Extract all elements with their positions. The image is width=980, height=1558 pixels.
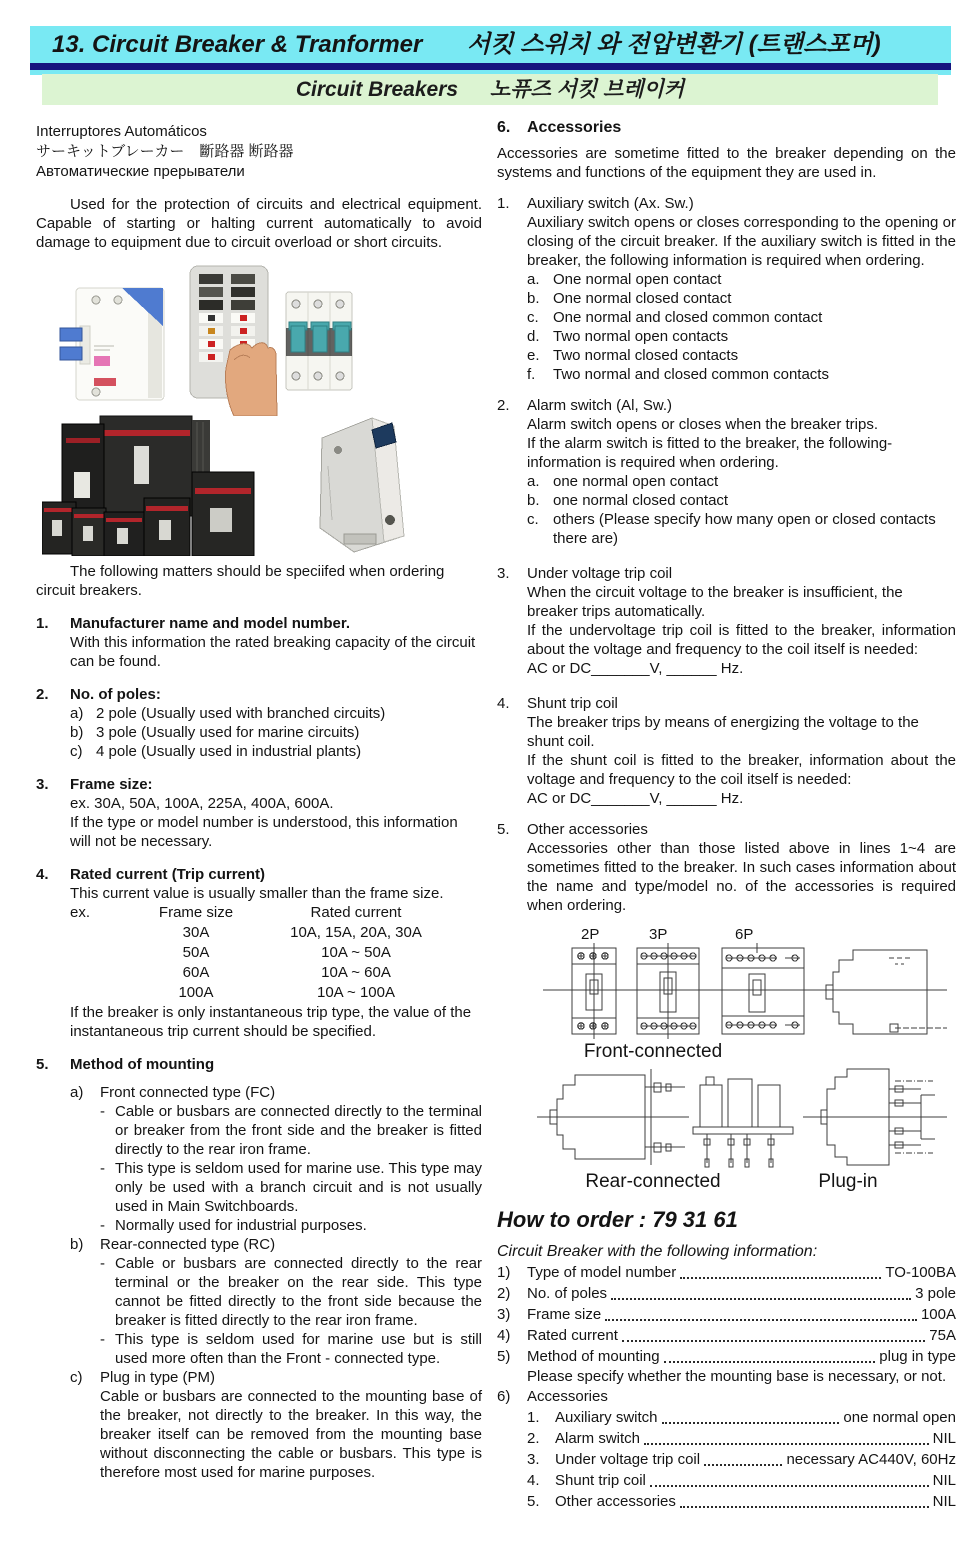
frame-rated-table: [136, 903, 456, 1003]
aux-contact-option: c. One normal and closed common contact: [527, 309, 823, 326]
table-row: 60A 10A ~ 60A: [182, 964, 391, 981]
order-accessory-item: 3. Under voltage trip coil necessary AC440V, 60Hz: [527, 1451, 956, 1468]
plug-in-side-view: [803, 1069, 947, 1165]
section-number: 1.: [36, 615, 49, 632]
mounting-type-rear: b) Rear-connected type (RC): [70, 1236, 276, 1253]
section-banner: [42, 74, 938, 105]
table-row: 100A 10A ~ 100A: [178, 984, 395, 1001]
accessory-body: If the undervoltage trip coil is fitted to the breaker, information about the voltage and frequency to the coil itself is needed:: [527, 622, 956, 658]
mounting-plug-body: Cable or busbars are connected to the mounting base of the breaker, not directly to the breaker. In this way, the breaker itself can be removed from the mounting base without disconnecting the cable or busbars. This type is therefore most used for marine purposes.: [100, 1388, 482, 1481]
table-row: 50A 10A ~ 50A: [182, 944, 391, 961]
left-column: [36, 122, 482, 1482]
accessory-alarm-switch: 2. Alarm switch (Al, Sw.) Alarm switch opens or closes when the breaker trips. If the alarm switch is fitted to the breaker, the following-information is required when ordering. a. one normal open contact b. one normal closed contact c. others (Please specify how many open or closed contacts there are): [497, 396, 956, 548]
ordering-note: The following matters should be speciifed when ordering circuit breakers.: [36, 563, 445, 599]
section-number: 4.: [36, 866, 49, 883]
order-accessory-item: 1. Auxiliary switch one normal open: [527, 1409, 956, 1426]
accessory-body: Alarm switch opens or closes when the breaker trips.: [527, 416, 878, 433]
order-accessory-item: 4. Shunt trip coil NIL: [527, 1472, 956, 1489]
order-item: 1) Type of model number TO-100BA: [497, 1264, 956, 1281]
mounting-detail: - Normally used for industrial purposes.: [100, 1217, 367, 1234]
mounting-diagrams: [497, 925, 956, 1193]
banner-title-korean: 노퓨즈 서킷 브레이커: [489, 78, 685, 101]
section-title: Rated current (Trip current): [70, 866, 266, 883]
accessory-body: Accessories other than those listed above in lines 1~4 are sometimes fitted to the breaker. In such cases information about the name and type/model no. of the accessories is required when ordering.: [527, 840, 956, 914]
diagram-captions: [497, 1171, 956, 1193]
mounting-type-plug: c) Plug in type (PM): [70, 1369, 216, 1386]
how-to-order-title: How to order : 79 31 61: [497, 1207, 738, 1232]
rated-current-note: If the breaker is only instantaneous trip type, the value of the instantaneous trip current should be specified.: [70, 1004, 472, 1040]
rear-and-plug-diagram: [497, 1065, 949, 1169]
dotted-leader: [605, 1319, 917, 1321]
mounting-base-note: Please specify whether the mounting base is necessary, or not.: [527, 1368, 947, 1385]
section-title: Manufacturer name and model number.: [70, 615, 351, 632]
label-3p: 3P: [649, 926, 668, 943]
chapter-title-korean: 서킷 스위치 와 전압변환기 (트랜스포머): [467, 31, 881, 58]
photo-mccb-family: [42, 414, 260, 556]
section-number: 5.: [36, 1056, 49, 1073]
pole-option: c) 4 pole (Usually used in industrial plants): [70, 743, 362, 760]
aux-contact-option: a. One normal open contact: [527, 271, 722, 288]
section-number: 6.: [497, 119, 511, 136]
aux-contact-option: d. Two normal open contacts: [527, 328, 729, 345]
accessory-body: If the shunt coil is fitted to the breaker, information about the voltage and frequency to the coil itself is needed:: [527, 752, 956, 788]
product-photo-collage: [36, 264, 482, 556]
mounting-detail: - This type is seldom used for marine use but is still used more often than the Front - connected type.: [100, 1331, 482, 1367]
front-connected-diagram: [497, 943, 949, 1039]
alarm-contact-option: c. others (Please specify how many open or closed contacts there are): [527, 511, 936, 547]
ac-dc-fill-in: AC or DC_______V, ______ Hz.: [527, 790, 744, 807]
chapter-header-bar: [30, 26, 951, 70]
order-item: 3) Frame size 100A: [497, 1306, 956, 1323]
intro-paragraph: Used for the protection of circuits and electrical equipment. Capable of starting or halting current automatically to avoid damage to equipment due to circuit overload or short circuits.: [36, 196, 482, 251]
rear-connected-label: Rear-connected: [585, 1171, 721, 1192]
front-view-2p: [572, 943, 616, 1039]
alarm-contact-option: a. one normal open contact: [527, 473, 719, 490]
frame-size-examples: ex. 30A, 50A, 100A, 225A, 400A, 600A.: [70, 795, 334, 812]
frame-size-note: If the type or model number is understood, this information will not be necessary.: [70, 814, 458, 850]
aux-contact-option: b. One normal closed contact: [527, 290, 732, 307]
section-title: Accessories: [527, 119, 622, 136]
order-accessory-item: 5. Other accessories NIL: [527, 1493, 956, 1510]
dotted-leader: [611, 1298, 911, 1300]
order-item: 5) Method of mounting plug in type: [497, 1348, 956, 1365]
dotted-leader: [664, 1361, 876, 1363]
front-view-3p: [637, 943, 699, 1039]
section-accessories: [497, 118, 956, 137]
dotted-leader: [644, 1443, 929, 1445]
ac-dc-fill-in: AC or DC_______V, ______ Hz.: [527, 660, 744, 677]
front-view-6p: [722, 943, 804, 1034]
title-japanese-chinese: サーキットブレーカー 斷路器 断路器: [36, 143, 294, 160]
order-item: 4) Rated current 75A: [497, 1327, 956, 1344]
dotted-leader: [650, 1485, 929, 1487]
mounting-detail: - Cable or busbars are connected directly to the rear terminal or the breaker on the rear side. This type cannot be fitted directly to the front side because the breaker is fitted directly to the rear iron frame.: [100, 1255, 482, 1329]
accessory-auxiliary-switch: 1. Auxiliary switch (Ax. Sw.) Auxiliary switch opens or closes corresponding to the opening or closing of the circuit breaker. If the auxiliary switch is fitted in the breaker, the following information is required when ordering. a. One normal open contact b. One normal closed contact c. One normal and closed common contact d. Two normal open contacts e. Two normal closed contacts f. Two normal and closed common contacts: [497, 195, 956, 383]
section-title: Frame size:: [70, 776, 153, 793]
screws: [726, 955, 800, 1028]
section-mounting: [36, 1055, 482, 1482]
section-frame-size: [36, 775, 482, 851]
section-number: 2.: [36, 686, 49, 703]
rated-current-table-wrap: [36, 903, 482, 1003]
photo-din-breaker-side: [292, 410, 426, 556]
section-manufacturer: [36, 614, 482, 671]
how-to-order-subtitle: Circuit Breaker with the following information:: [497, 1243, 818, 1260]
aux-contact-option: f. Two normal and closed common contacts: [527, 366, 829, 383]
rear-connected-side-view: [537, 1069, 689, 1165]
dotted-leader: [704, 1464, 782, 1466]
accessory-undervoltage-coil: 3. Under voltage trip coil When the circuit voltage to the breaker is insufficient, the breaker trips automatically. If the undervoltage trip coil is fitted to the breaker, information about the voltage and frequency to the coil itself is needed: AC or DC_______V, ______ Hz.: [497, 565, 956, 677]
accessory-body: The breaker trips by means of energizing the voltage to the shunt coil.: [527, 714, 919, 750]
pole-labels: [497, 925, 956, 943]
dotted-leader: [680, 1277, 881, 1279]
section-body: This current value is usually smaller than the frame size.: [70, 885, 444, 902]
pole-option: a) 2 pole (Usually used with branched circuits): [70, 705, 386, 722]
section-number: 3.: [36, 776, 49, 793]
section-rated-current: [36, 865, 482, 1041]
mounting-detail: - Cable or busbars are connected directly to the terminal or breaker from the front side and the breaker is fitted directly to the rear iron frame.: [100, 1103, 482, 1158]
order-accessories-list: [497, 1407, 956, 1512]
pole-option: b) 3 pole (Usually used for marine circuits): [70, 724, 360, 741]
section-poles: [36, 685, 482, 761]
label-6p: 6P: [735, 926, 754, 943]
accessory-body: If the alarm switch is fitted to the breaker, the following-information is required when ordering.: [527, 435, 893, 471]
aux-contact-option: e. Two normal closed contacts: [527, 347, 739, 364]
right-column: [497, 118, 956, 1512]
section-body: With this information the rated breaking capacity of the circuit can be found.: [70, 634, 476, 670]
photo-two-pole-breaker: [52, 276, 174, 412]
dotted-leader: [662, 1422, 840, 1424]
dotted-leader: [622, 1340, 925, 1342]
accessory-body: Auxiliary switch opens or closes corresponding to the opening or closing of the circuit breaker. If the auxiliary switch is fitted in the breaker, the following information is required when ordering.: [527, 214, 956, 269]
title-russian: Автоматические прерыватели: [36, 163, 245, 180]
chapter-title: 13. Circuit Breaker & Tranformer: [52, 31, 423, 58]
photo-three-pole-breaker: [282, 286, 358, 396]
front-connected-label: Front-connected: [583, 1041, 723, 1062]
mounting-detail: - This type is seldom used for marine use. This type may only be used with a branch circuit and is not usually used in Main Switchboards.: [100, 1160, 482, 1215]
title-spanish: Interruptores Automáticos: [36, 123, 207, 140]
table-row: 30A 10A, 15A, 20A, 30A: [182, 924, 422, 941]
accessory-shunt-coil: 4. Shunt trip coil The breaker trips by means of energizing the voltage to the shunt coil. If the shunt coil is fitted to the breaker, information about the voltage and frequency to the coil itself is needed: AC or DC_______V, ______ Hz.: [497, 695, 956, 807]
accessory-other: 5. Other accessories Accessories other than those listed above in lines 1~4 are sometimes fitted to the breaker. In such cases information about the name and type/model no. of the accessories is required when ordering.: [497, 821, 956, 914]
accessory-body: When the circuit voltage to the breaker is insufficient, the breaker trips automatically.: [527, 584, 903, 620]
photo-breaker-panel-hand: [182, 264, 278, 416]
mounting-type-front: a) Front connected type (FC): [70, 1084, 276, 1101]
dotted-leader: [680, 1506, 929, 1508]
front-connected-side-view: [826, 950, 947, 1034]
alarm-contact-option: b. one normal closed contact: [527, 492, 729, 509]
order-accessory-item: 2. Alarm switch NIL: [527, 1430, 956, 1447]
accessories-intro: Accessories are sometime fitted to the breaker depending on the systems and functions of the equipment they are used in.: [497, 145, 956, 181]
banner-title: Circuit Breakers: [295, 78, 459, 101]
order-accessories-heading: 6) Accessories: [497, 1388, 608, 1405]
example-label: ex.: [70, 904, 91, 921]
label-2p: 2P: [581, 926, 600, 943]
studs: [704, 1134, 774, 1167]
table-header-frame: Frame size: [158, 904, 234, 921]
multilingual-titles: [36, 122, 482, 182]
section-title: No. of poles:: [70, 686, 161, 703]
plug-in-label: Plug-in: [818, 1171, 878, 1192]
table-header-rated: Rated current: [310, 904, 402, 921]
order-item: 2) No. of poles 3 pole: [497, 1285, 956, 1302]
section-title: Method of mounting: [70, 1056, 215, 1073]
rear-connected-bottom-view: [693, 1077, 793, 1167]
